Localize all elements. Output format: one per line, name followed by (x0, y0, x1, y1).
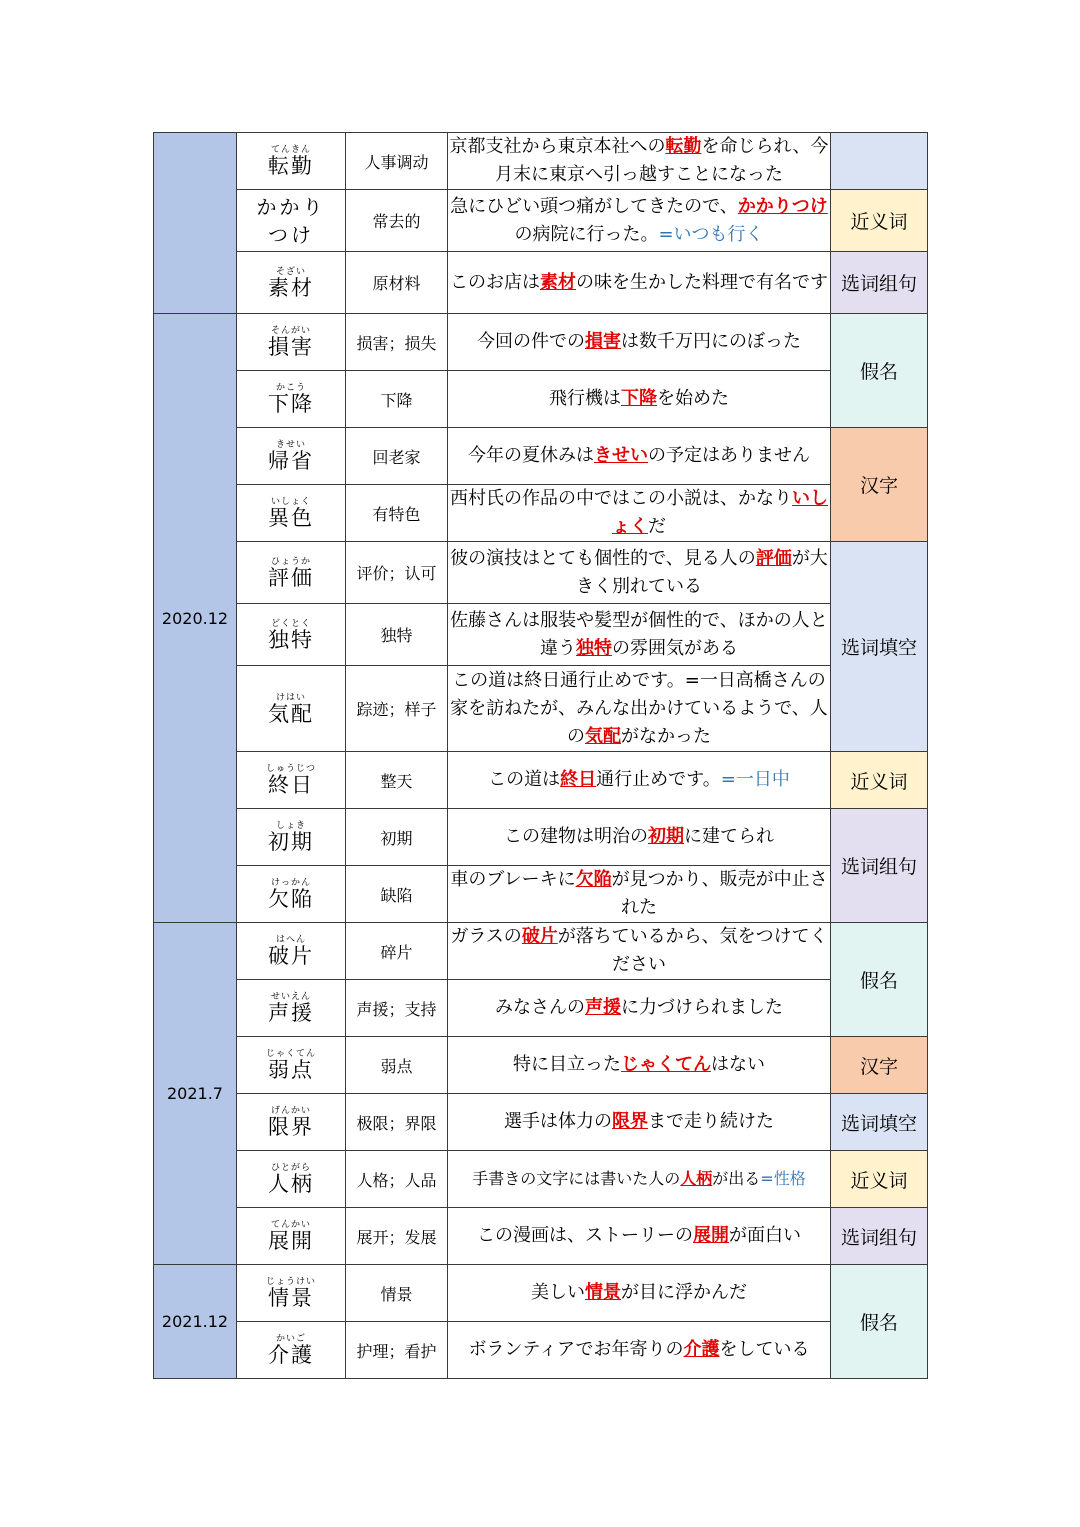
vocab-word: 異色 (268, 506, 314, 530)
table-row (154, 485, 928, 542)
meaning-cell: 人事调动 (346, 133, 448, 190)
meaning-cell: 护理；看护 (346, 1322, 448, 1379)
example-cell: 車のブレーキに欠陥が見つかり、販売が中止された (448, 866, 831, 923)
question-type-cell (831, 133, 928, 190)
vocab-word: 転勤 (268, 154, 314, 178)
example-cell: このお店は素材の味を生かした料理で有名です (448, 252, 831, 314)
vocab-word: 声援 (268, 1001, 314, 1025)
example-cell: 美しい情景が目に浮かんだ (448, 1265, 831, 1322)
meaning-cell: 回老家 (346, 428, 448, 485)
furigana: じょうけい (265, 1277, 316, 1287)
example-cell: みなさんの声援に力づけられました (448, 980, 831, 1037)
example-cell: 佐藤さんは服装や髪型が個性的で、ほかの人と違う独特の雰囲気がある (448, 604, 831, 666)
example-cell: この道は終日通行止めです。=一日高橋さんの家を訪ねたが、みんな出かけているようで、人の気配がなかった (448, 666, 831, 752)
highlighted-word: 転勤 (665, 136, 702, 157)
vocab-word: 帰省 (268, 449, 314, 473)
word-cell (237, 866, 346, 923)
date-cell-2020-12: 2020.12 (154, 314, 237, 923)
table-row (154, 666, 928, 752)
vocab-word: 展開 (268, 1229, 314, 1253)
meaning-cell: 踪迹；样子 (346, 666, 448, 752)
furigana: かいご (275, 1334, 306, 1344)
word-cell (237, 252, 346, 314)
table-row (154, 133, 928, 190)
furigana: そんがい (270, 326, 311, 336)
table-row (154, 604, 928, 666)
table-row (154, 542, 928, 604)
highlighted-word: 人柄 (680, 1169, 713, 1188)
example-cell: 今年の夏休みはきせいの予定はありません (448, 428, 831, 485)
meaning-cell: 弱点 (346, 1037, 448, 1094)
table-row (154, 252, 928, 314)
example-cell: 選手は体力の限界まで走り続けた (448, 1094, 831, 1151)
meaning-cell: 原材料 (346, 252, 448, 314)
furigana: しゅうじつ (265, 764, 316, 774)
vocab-word: 情景 (267, 1286, 314, 1310)
question-type-cell: 近义词 (831, 752, 928, 809)
table-row (154, 809, 928, 866)
meaning-cell: 整天 (346, 752, 448, 809)
highlighted-word: 情景 (585, 1282, 621, 1303)
highlighted-word: 気配 (585, 725, 621, 747)
meaning-cell: 评价；认可 (346, 542, 448, 604)
meaning-cell: 损害；损失 (346, 314, 448, 371)
table-row (154, 1094, 928, 1151)
word-cell (237, 980, 346, 1037)
table-row (154, 980, 928, 1037)
vocab-word: 独特 (268, 627, 314, 652)
meaning-cell: 缺陷 (346, 866, 448, 923)
vocab-word: 人柄 (268, 1172, 314, 1196)
furigana: じゃくてん (265, 1049, 316, 1059)
word-cell (237, 809, 346, 866)
question-type-cell: 近义词 (831, 1151, 928, 1208)
meaning-cell: 情景 (346, 1265, 448, 1322)
question-type-cell: 选词组句 (831, 252, 928, 314)
vocab-word: 下降 (268, 392, 314, 416)
furigana: けっかん (270, 878, 311, 888)
vocab-word: 欠陥 (268, 887, 314, 911)
word-cell (237, 1094, 346, 1151)
question-type-cell: 选词组句 (831, 1208, 928, 1265)
date-cell-2021-7: 2021.7 (154, 923, 237, 1265)
highlighted-word: きせい (594, 445, 648, 466)
meaning-cell: 初期 (346, 809, 448, 866)
date-cell-previous (154, 133, 237, 314)
question-type-cell: 近义词 (831, 190, 928, 252)
furigana: そざい (275, 266, 306, 277)
highlighted-word: 展開 (693, 1225, 729, 1246)
furigana: きせい (275, 440, 306, 450)
example-cell: 今回の件での損害は数千万円にのぼった (448, 314, 831, 371)
meaning-cell: 声援；支持 (346, 980, 448, 1037)
meaning-cell: 有特色 (346, 485, 448, 542)
example-cell: 京都支社から東京本社への転勤を命じられ、今月末に東京へ引っ越すことになった (448, 133, 831, 190)
furigana: しょき (275, 821, 306, 831)
highlighted-word: 欠陥 (575, 869, 612, 890)
example-cell: 飛行機は下降を始めた (448, 371, 831, 428)
highlighted-word: 評価 (755, 547, 792, 569)
furigana: げんかい (270, 1106, 311, 1116)
word-cell (237, 1208, 346, 1265)
table-row (154, 190, 928, 252)
table-row (154, 428, 928, 485)
question-type-cell: 假名 (831, 314, 928, 428)
vocab-word: 限界 (268, 1115, 314, 1139)
vocab-word: 気配 (268, 701, 314, 726)
table-row (154, 371, 928, 428)
word-cell (237, 604, 346, 666)
highlighted-word: 独特 (576, 637, 612, 659)
question-type-cell: 选词填空 (831, 1094, 928, 1151)
furigana: てんかい (270, 1220, 311, 1230)
word-cell (237, 485, 346, 542)
word-cell (237, 190, 346, 252)
highlighted-word: 破片 (521, 926, 558, 947)
word-cell (237, 752, 346, 809)
synonym-note: =性格 (760, 1169, 806, 1188)
highlighted-word: 終日 (560, 769, 597, 790)
meaning-cell: 独特 (346, 604, 448, 666)
word-cell (237, 1265, 346, 1322)
highlighted-word: いしょく (612, 488, 828, 537)
vocab-word: 破片 (268, 944, 314, 968)
example-cell: ボランティアでお年寄りの介護をしている (448, 1322, 831, 1379)
word-cell (237, 314, 346, 371)
furigana: せいえん (270, 992, 311, 1002)
vocab-table (153, 132, 928, 1379)
highlighted-word: かかりつけ (737, 195, 828, 217)
word-cell (237, 666, 346, 752)
highlighted-word: 損害 (585, 331, 621, 352)
word-cell (237, 542, 346, 604)
word-cell (237, 1037, 346, 1094)
question-type-cell: 选词填空 (831, 542, 928, 752)
furigana: はへん (275, 935, 306, 945)
furigana: けはい (275, 692, 306, 703)
vocab-word: 損害 (268, 335, 314, 359)
vocab-word: かかりつけ (256, 194, 326, 247)
highlighted-word: じゃくてん (621, 1054, 711, 1075)
table-row (154, 752, 928, 809)
example-cell: 急にひどい頭つ痛がしてきたので、かかりつけの病院に行った。=いつも行く (448, 190, 831, 252)
question-type-cell: 汉字 (831, 1037, 928, 1094)
date-cell-2021-12: 2021.12 (154, 1265, 237, 1379)
table-row (154, 923, 928, 980)
table-row (154, 1037, 928, 1094)
question-type-cell: 假名 (831, 1265, 928, 1379)
furigana: ひとがら (270, 1163, 311, 1173)
word-cell (237, 1322, 346, 1379)
synonym-note: =いつも行く (658, 223, 764, 245)
vocab-word: 素材 (268, 275, 314, 300)
table-row (154, 1322, 928, 1379)
vocab-word: 終日 (267, 773, 314, 797)
example-cell: ガラスの破片が落ちているから、気をつけてください (448, 923, 831, 980)
highlighted-word: 限界 (612, 1111, 648, 1132)
furigana: てんきん (270, 145, 311, 155)
example-cell: 西村氏の作品の中ではこの小説は、かなりいしょくだ (448, 485, 831, 542)
example-cell: この建物は明治の初期に建てられ (448, 809, 831, 866)
example-cell: この道は終日通行止めです。=一日中 (448, 752, 831, 809)
meaning-cell: 碎片 (346, 923, 448, 980)
word-cell (237, 371, 346, 428)
vocab-word: 弱点 (267, 1058, 314, 1082)
highlighted-word: 介護 (683, 1339, 720, 1360)
vocab-word: 初期 (268, 830, 314, 854)
word-cell (237, 133, 346, 190)
meaning-cell: 常去的 (346, 190, 448, 252)
word-cell (237, 1151, 346, 1208)
question-type-cell: 假名 (831, 923, 928, 1037)
table-row (154, 314, 928, 371)
furigana: いしょく (270, 497, 311, 507)
word-cell (237, 923, 346, 980)
furigana: どくとく (270, 618, 311, 629)
vocab-word: 評価 (268, 565, 314, 590)
highlighted-word: 初期 (648, 826, 684, 847)
highlighted-word: 声援 (585, 997, 621, 1018)
furigana: かこう (275, 383, 306, 393)
example-cell: 彼の演技はとても個性的で、見る人の評価が大きく別れている (448, 542, 831, 604)
question-type-cell: 选词组句 (831, 809, 928, 923)
table-row (154, 1208, 928, 1265)
meaning-cell: 极限；界限 (346, 1094, 448, 1151)
table-row (154, 1265, 928, 1322)
meaning-cell: 展开；发展 (346, 1208, 448, 1265)
vocab-word: 介護 (268, 1343, 314, 1367)
example-cell: 手書きの文字には書いた人の人柄が出る=性格 (448, 1151, 831, 1208)
table-row (154, 1151, 928, 1208)
highlighted-word: 下降 (621, 388, 657, 409)
example-cell: 特に目立ったじゃくてんはない (448, 1037, 831, 1094)
highlighted-word: 素材 (540, 271, 576, 293)
meaning-cell: 人格；人品 (346, 1151, 448, 1208)
example-cell: この漫画は、ストーリーの展開が面白い (448, 1208, 831, 1265)
furigana: ひょうか (270, 556, 311, 567)
word-cell (237, 428, 346, 485)
synonym-note: =一日中 (720, 769, 790, 790)
meaning-cell: 下降 (346, 371, 448, 428)
table-row (154, 866, 928, 923)
question-type-cell: 汉字 (831, 428, 928, 542)
